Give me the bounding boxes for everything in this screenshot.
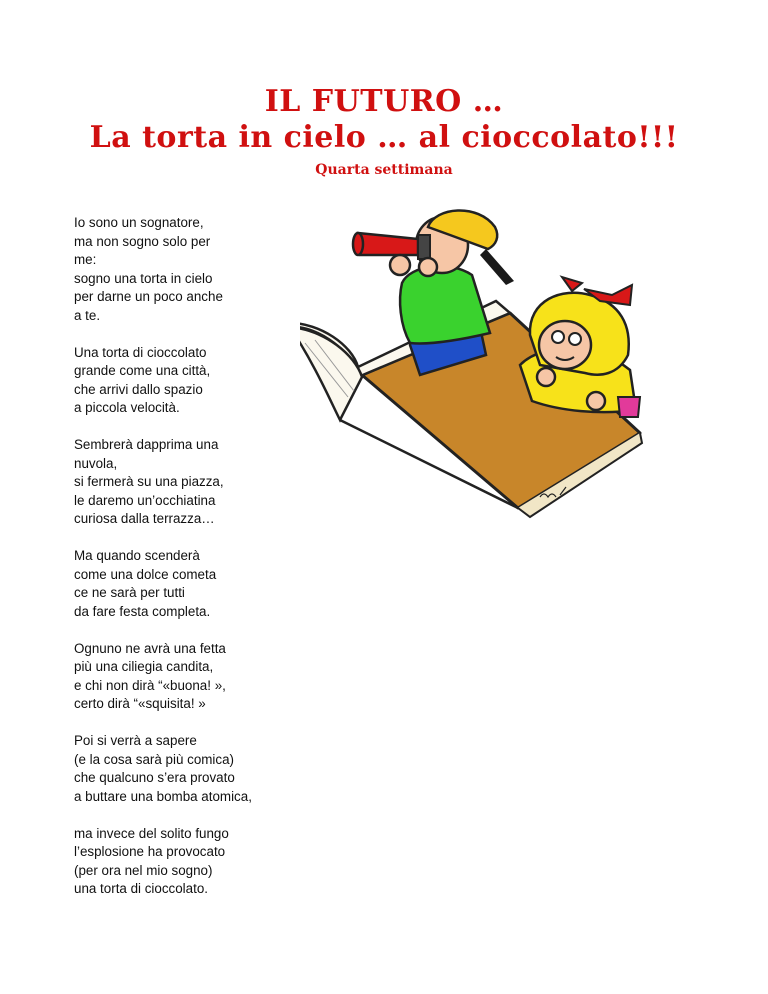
- poem-line: a piccola velocità.: [74, 400, 180, 415]
- page-title-line2: La torta in cielo … al cioccolato!!!: [89, 120, 679, 155]
- poem-stanza: [74, 825, 304, 899]
- poem-line: a buttare una bomba atomica,: [74, 788, 252, 804]
- poem-stanza: [74, 547, 304, 621]
- poem-line: una torta di cioccolato.: [74, 881, 208, 896]
- poem-line: ma invece del solito fungo: [74, 825, 229, 841]
- poem-line: per darne un poco anche: [74, 289, 223, 304]
- poem-line: si fermerà su una piazza,: [74, 474, 224, 489]
- poem-line: e chi non dirà “«buona! »,: [74, 677, 226, 693]
- poem-line: ce ne sarà per tutti: [74, 585, 185, 600]
- poem-stanza: [74, 732, 304, 806]
- poem-stanza: [74, 436, 304, 529]
- poem-line: Poi si verrà a sapere: [74, 733, 197, 748]
- poem-line: curiosa dalla terrazza…: [74, 511, 215, 526]
- poem-line: me:: [74, 252, 97, 267]
- poem-line: da fare festa completa.: [74, 603, 211, 619]
- page-subtitle: Quarta settimana: [315, 162, 453, 178]
- poem-stanza: [74, 344, 304, 418]
- kids-on-flying-book-illustration: [300, 205, 650, 525]
- poem-line: Ma quando scenderà: [74, 548, 200, 563]
- poem-stanza: [74, 640, 304, 714]
- poem-line: certo dirà “«squisita! »: [74, 696, 206, 711]
- poem-line: Ognuno ne avrà una fetta: [74, 640, 226, 656]
- page-title-line1: IL FUTURO …: [264, 84, 504, 119]
- poem-line: l’esplosione ha provocato: [74, 844, 226, 859]
- telescope: [358, 233, 418, 255]
- boy-shirt: [400, 266, 490, 343]
- poem-line: (e la cosa sarà più comica): [74, 751, 235, 767]
- poem-line: Io sono un sognatore,: [74, 215, 204, 230]
- poem-line: le daremo un’occhiatina: [74, 492, 216, 508]
- poem-line: Una torta di cioccolato: [74, 344, 207, 360]
- poem-line: (per ora nel mio sogno): [74, 862, 213, 878]
- poem-line: più una ciliegia candita,: [74, 659, 214, 674]
- poem-line: come una dolce cometa: [74, 566, 217, 582]
- poem-line: sogno una torta in cielo: [74, 270, 213, 286]
- poem-line: a te.: [74, 307, 101, 323]
- poem-stanza: [74, 214, 304, 325]
- poem-line: grande come una città,: [74, 363, 211, 378]
- poem-line: che qualcuno s’era provato: [74, 770, 235, 785]
- poem-line: ma non sogno solo per: [74, 233, 211, 249]
- poem-text: [74, 214, 304, 917]
- poem-line: che arrivi dallo spazio: [74, 381, 203, 397]
- poem-line: nuvola,: [74, 455, 118, 471]
- poem-line: Sembrerà dapprima una: [74, 437, 219, 452]
